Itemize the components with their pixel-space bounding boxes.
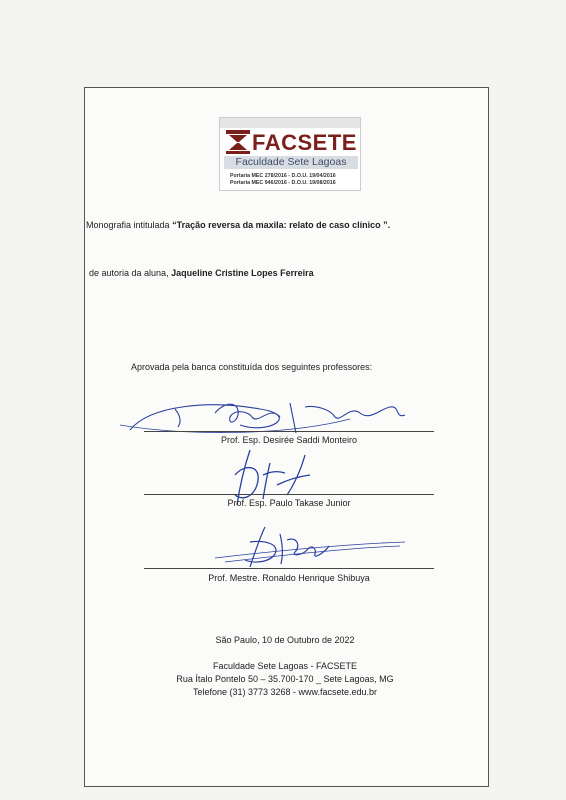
footer-institution: Faculdade Sete Lagoas - FACSETE (212, 661, 358, 671)
logo-portaria-1: Portaria MEC 278/2016 - D.O.U. 19/04/2016 (230, 173, 336, 179)
facsete-mark-icon (226, 130, 250, 154)
professor-3-name: Prof. Mestre. Ronaldo Henrique Shibuya (208, 573, 370, 583)
approval-text: Aprovada pela banca constituída dos seguintes professores: (131, 362, 373, 372)
monograph-title: “Tração reversa da maxila: relato de caso clínico ”. (172, 220, 391, 230)
footer-address: Rua Ítalo Pontelo 50 – 35.700-170 _ Sete Lagoas, MG (176, 674, 394, 684)
signature-line-2 (144, 494, 434, 495)
signature-line-1 (144, 431, 434, 432)
footer-contact: Telefone (31) 3773 3268 - www.facsete.edu.br (192, 687, 378, 697)
author-line (89, 268, 314, 278)
professor-2-name: Prof. Esp. Paulo Takase Junior (227, 498, 351, 508)
logo-portaria-2: Portaria MEC 946/2016 - D.O.U. 19/08/2016 (230, 180, 336, 186)
logo-subtitle: Faculdade Sete Lagoas (224, 156, 358, 169)
monograph-line (86, 220, 390, 230)
signature-line-3 (144, 568, 434, 569)
logo-name: FACSETE (252, 130, 357, 155)
date-text: São Paulo, 10 de Outubro de 2022 (215, 635, 355, 645)
author-name: Jaqueline Cristine Lopes Ferreira (171, 268, 314, 278)
logo-band (220, 118, 360, 128)
author-prefix: de autoria da aluna, (89, 268, 169, 278)
monograph-prefix: Monografia intitulada (86, 220, 170, 230)
facsete-logo (219, 117, 361, 191)
signature-3 (205, 522, 415, 572)
professor-1-name: Prof. Esp. Desirée Saddi Monteiro (220, 435, 358, 445)
